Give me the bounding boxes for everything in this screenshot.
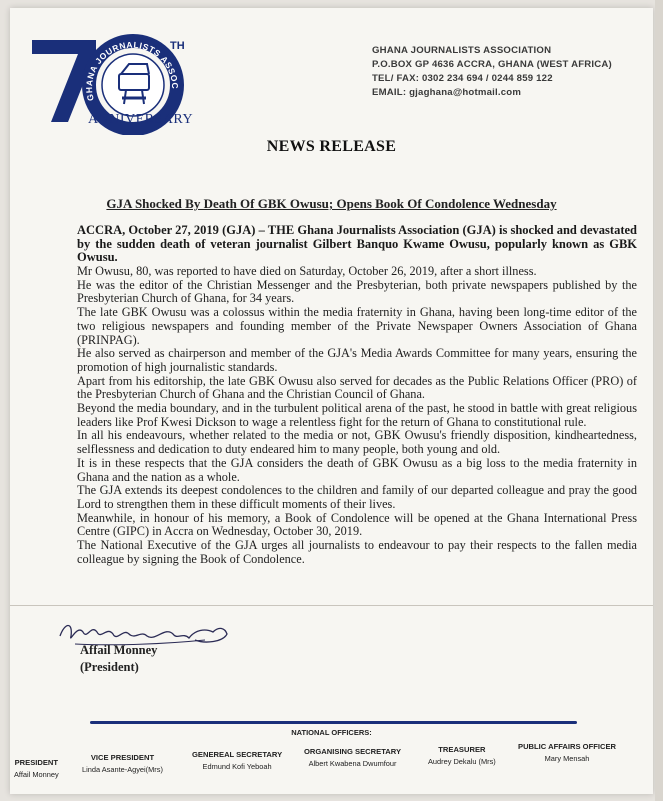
letterhead-address	[372, 44, 612, 100]
officer-treasurer	[428, 745, 496, 766]
officer-role: VICE PRESIDENT	[90, 753, 155, 762]
release-body	[77, 265, 637, 566]
page-edge	[655, 0, 663, 801]
officer-role: GENEREAL SECRETARY	[192, 750, 283, 759]
paragraph: The National Executive of the GJA urges all journalists to endeavour to pay their respects to the fallen media colleague by signing the Book of Condolence.	[77, 538, 637, 566]
officer-name: Edmund Kofi Yeboah	[202, 762, 272, 771]
officer-name: Albert Kwabena Dwumfour	[308, 759, 397, 768]
footer-rule	[90, 721, 577, 724]
news-release-title: NEWS RELEASE	[266, 138, 397, 155]
po-box: P.O.BOX GP 4636 ACCRA, GHANA (WEST AFRICA)	[372, 59, 612, 70]
paragraph: He also served as chairperson and member of the GJA's Media Awards Committee for many years, ensuring the promotion of high journalistic standards.	[77, 346, 637, 374]
signatory-name: Affail Monney	[80, 643, 158, 657]
officer-role: PUBLIC AFFAIRS OFFICER	[518, 742, 617, 751]
officer-name: Affail Monney	[14, 770, 59, 779]
logo-superscript: TH	[170, 40, 185, 52]
officer-name: Linda Asante-Agyei(Mrs)	[82, 765, 163, 774]
paragraph: In all his endeavours, whether related to the media or not, GBK Owusu's friendly disposition, kindheartedness, selflessness and dedication to duty endeared him to many people, both young and old.	[77, 428, 637, 457]
org-name: GHANA JOURNALISTS ASSOCIATION	[372, 45, 552, 56]
paper-fold-line	[10, 605, 653, 606]
officer-role: ORGANISING SECRETARY	[304, 747, 402, 756]
paragraph: Meanwhile, in honour of his memory, a Book of Condolence will be opened at the Ghana International Press Centre (GIPC) in Accra on Wednesday, October 30, 2019.	[77, 510, 637, 539]
officer-president	[14, 758, 59, 779]
signatory-title: (President)	[80, 660, 139, 674]
officer-general-secretary	[192, 750, 282, 771]
paragraph: He was the editor of the Christian Messenger and the Presbyterian, both private newspapers published by the Presbyterian Church of Ghana, for 34 years.	[77, 277, 637, 306]
paragraph: Mr Owusu, 80, was reported to have died on Saturday, October 26, 2019, after a short illness.	[77, 264, 537, 278]
officer-role: TREASURER	[438, 745, 486, 754]
email: EMAIL: gjaghana@hotmail.com	[372, 87, 522, 98]
logo-ring-text: GHANA JOURNALISTS ASSOC	[83, 39, 181, 102]
lead-paragraph: ACCRA, October 27, 2019 (GJA) – THE Ghana Journalists Association (GJA) is shocked and devastated by the sudden death of veteran journalist Gilbert Banquo Kwame Owusu, popularly known as GBK Owusu.	[77, 223, 637, 264]
officer-public-affairs	[518, 742, 616, 763]
logo-anniversary-text: ANNIVERSARY	[88, 112, 194, 127]
paragraph: The late GBK Owusu was a colossus within the media fraternity in Ghana, having been long-time editor of the two religious newspapers and founding member of the Private Newspaper Owners Association of Ghana (PRINPAG).	[77, 305, 637, 347]
telephone: TEL/ FAX: 0302 234 694 / 0244 859 122	[372, 73, 553, 84]
paragraph: Apart from his editorship, the late GBK Owusu also served for decades as the Public Relations Officer (PRO) of the Presbyterian Church of Ghana and the Christian Council of Ghana.	[77, 373, 637, 402]
paragraph: The GJA extends its deepest condolences to the children and family of our departed colleague and pray the good Lord to strengthen them in these difficult moments of their lives.	[77, 483, 637, 511]
national-officers-heading: NATIONAL OFFICERS:	[291, 728, 372, 737]
officer-name: Mary Mensah	[544, 754, 590, 763]
release-headline: GJA Shocked By Death Of GBK Owusu; Opens Book Of Condolence Wednesday	[106, 196, 557, 211]
officer-role: PRESIDENT	[14, 758, 59, 767]
paragraph: It is in these respects that the GJA considers the death of GBK Owusu as a big loss to the media fraternity in Ghana and the nation as a whole.	[77, 455, 637, 484]
officer-name: Audrey Dekalu (Mrs)	[428, 757, 496, 766]
paragraph: Beyond the media boundary, and in the turbulent political arena of the past, he stood in battle with great religious leaders like Prof Kwesi Dickson to wage a relentless fight for the return of Ghana to constitutional rule.	[77, 401, 637, 429]
officer-organising-secretary	[304, 747, 401, 768]
officer-vice-president	[82, 753, 163, 774]
